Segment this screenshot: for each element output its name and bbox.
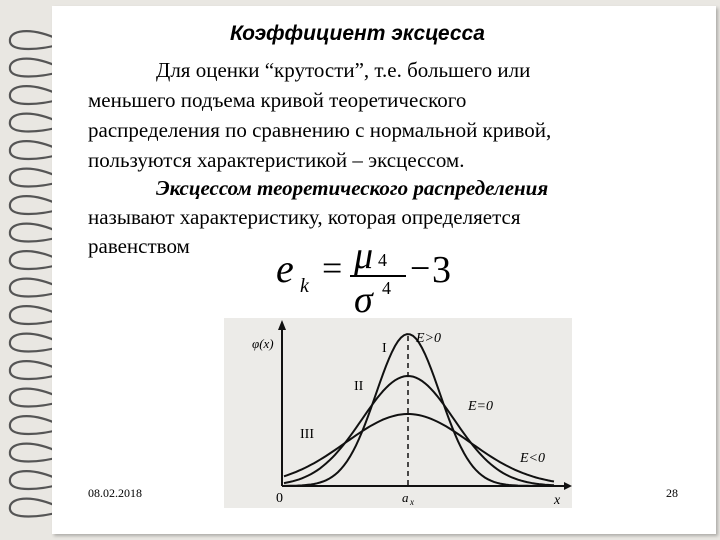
kurtosis-formula (272, 230, 462, 314)
formula-denominator-sup: 4 (382, 278, 391, 298)
paragraph-line-2: меньшего подъема кривой теоретического (88, 88, 467, 112)
mean-label: a (402, 490, 409, 505)
mean-label-sub: x (410, 497, 414, 507)
kurtosis-graph (224, 318, 572, 508)
curve-label-1: I (382, 341, 387, 356)
definition-emphasis: Эксцессом теоретического распределения (156, 176, 549, 200)
formula-constant: 3 (432, 249, 451, 291)
formula-numerator-sub: 4 (378, 250, 387, 270)
annotation-negative: E<0 (520, 451, 545, 466)
paragraph-line-7: равенством (88, 234, 190, 258)
y-axis-arrow-icon (278, 320, 286, 330)
y-axis-label: φ(x) (252, 336, 274, 351)
paragraph-line-4: пользуются характеристикой – эксцессом. (88, 148, 465, 172)
formula-denominator: σ (354, 279, 373, 314)
formula-lhs-sub: k (300, 275, 309, 297)
slide-page-number: 28 (666, 486, 678, 500)
origin-label: 0 (276, 491, 283, 506)
paragraph-line-1: Для оценки “крутости”, т.е. большего или (156, 58, 531, 82)
curve-peaked (284, 334, 554, 486)
annotation-zero: E=0 (468, 399, 493, 414)
paragraph-line-6: называют характеристику, которая определяется (88, 205, 521, 229)
curve-label-2: II (354, 379, 364, 394)
paragraph-line-3: распределения по сравнению с нормальной кривой, (88, 118, 552, 142)
slide-date: 08.02.2018 (88, 486, 142, 500)
x-axis-arrow-icon (564, 482, 572, 490)
formula-lhs: e (276, 246, 294, 291)
formula-numerator: μ (354, 235, 374, 277)
slide-title: Коэффициент эксцесса (230, 22, 485, 45)
x-axis-label: x (554, 493, 561, 508)
formula-equals: = (322, 248, 343, 288)
curve-label-3: III (300, 427, 314, 442)
annotation-positive: E>0 (416, 331, 441, 346)
curve-flat (284, 414, 554, 482)
formula-minus: − (410, 248, 431, 288)
